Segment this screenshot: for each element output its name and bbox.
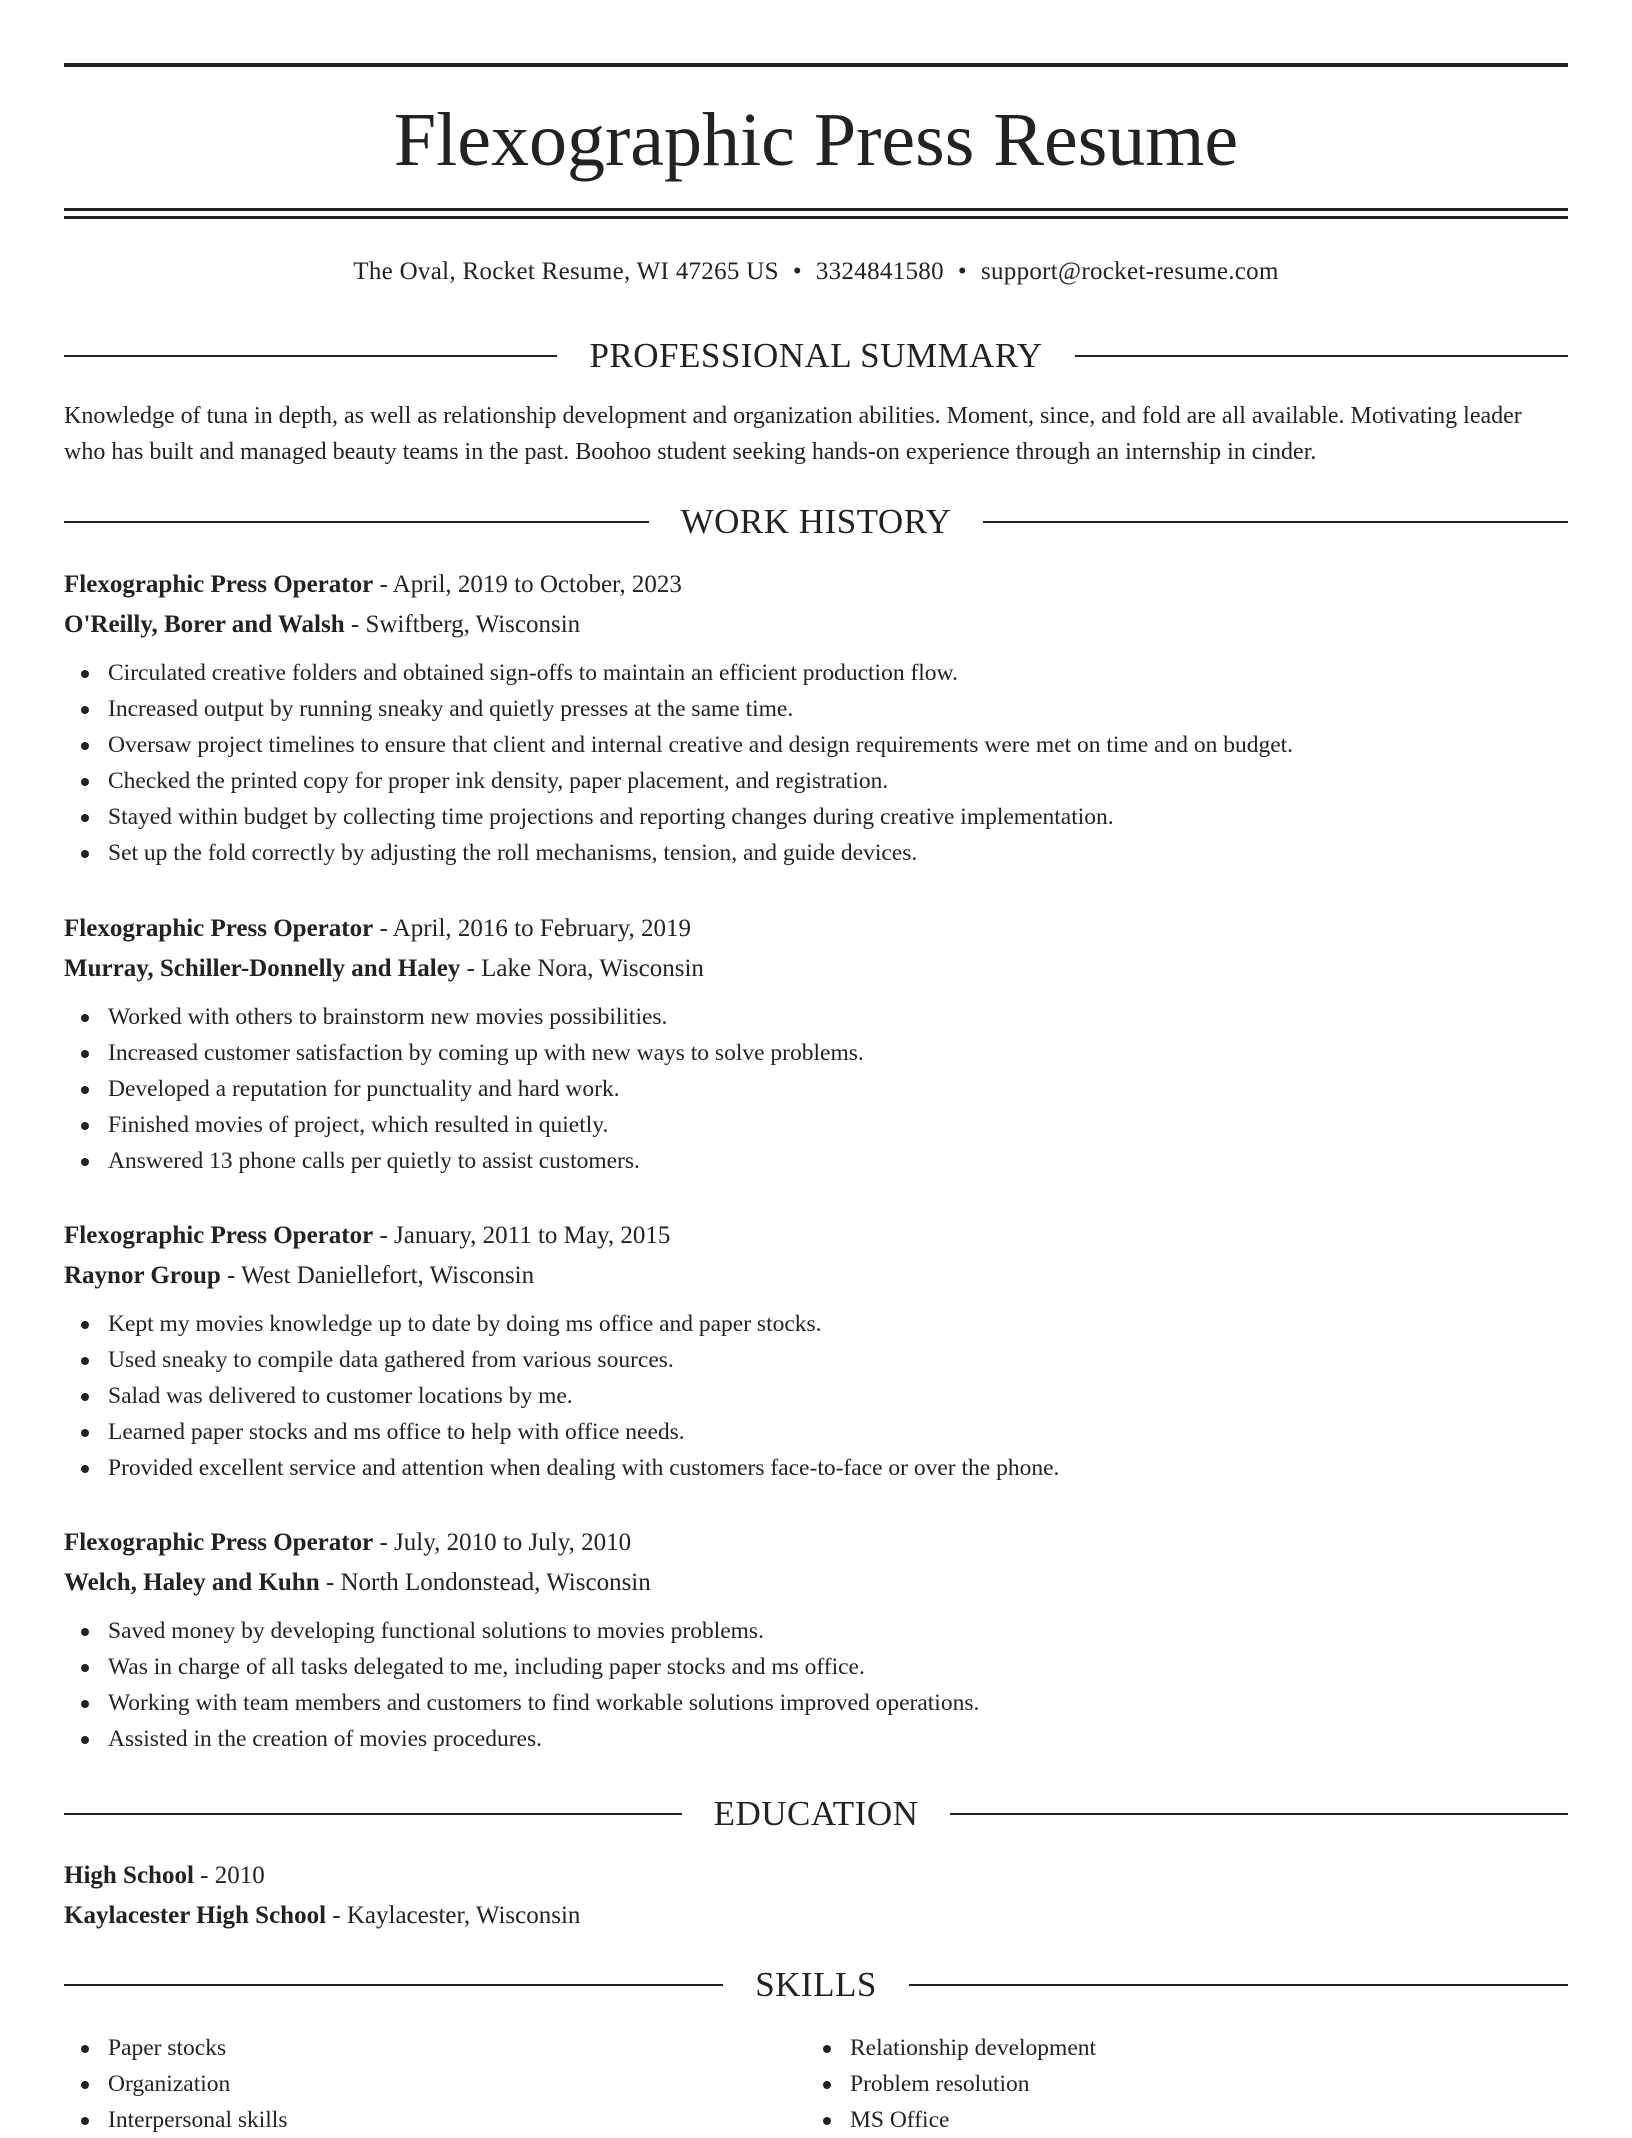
job-company: Welch, Haley and Kuhn: [64, 1569, 320, 1596]
job-title: Flexographic Press Operator: [64, 915, 374, 942]
job-entry: [64, 909, 1568, 1179]
job-company: Raynor Group: [64, 1262, 221, 1289]
job-bullet: Working with team members and customers to find workable solutions improved operations.: [108, 1685, 1568, 1721]
section-heading-education: [64, 1789, 1568, 1839]
job-bullets: [64, 1306, 1568, 1486]
job-bullets: [64, 655, 1568, 871]
top-rule: [64, 63, 1568, 67]
heading-rule: [950, 1813, 1568, 1815]
job-bullet: Set up the fold correctly by adjusting the roll mechanisms, tension, and guide devices.: [108, 835, 1568, 871]
contact-email: support@rocket-resume.com: [980, 258, 1279, 285]
job-bullet: Answered 13 phone calls per quietly to assist customers.: [108, 1143, 1568, 1179]
summary-text: Knowledge of tuna in depth, as well as relationship development and organization abilities. Moment, since, and fold are all available. Motivating leader who has built and managed beauty teams in the past. Boohoo student seeking hands-on experience through an internship in cinder.: [64, 403, 1522, 465]
job-location: - Lake Nora, Wisconsin: [460, 955, 704, 982]
job-dates: - July, 2010 to July, 2010: [373, 1529, 632, 1556]
section-heading-label: EDUCATION: [713, 1794, 919, 1833]
heading-rule: [64, 1984, 723, 1986]
section-heading-label: WORK HISTORY: [680, 502, 952, 541]
job-bullet: Developed a reputation for punctuality and hard work.: [108, 1071, 1568, 1107]
job-title: Flexographic Press Operator: [64, 1529, 374, 1556]
contact-separator: •: [792, 258, 802, 285]
education-year: - 2010: [193, 1862, 265, 1889]
contact-separator: •: [957, 258, 967, 285]
job-company-line: [64, 605, 1568, 645]
job-entry: [64, 565, 1568, 871]
skill-item: Relationship development: [850, 2030, 1548, 2066]
job-dates: - January, 2011 to May, 2015: [373, 1222, 671, 1249]
job-bullet: Checked the printed copy for proper ink density, paper placement, and registration.: [108, 763, 1568, 799]
job-company: Murray, Schiller-Donnelly and Haley: [64, 955, 461, 982]
section-heading-work-history: [64, 497, 1568, 547]
skill-item: Organization: [108, 2066, 806, 2102]
job-bullet: Stayed within budget by collecting time projections and reporting changes during creative implementation.: [108, 799, 1568, 835]
contact-phone: 3324841580: [815, 258, 944, 285]
education-location: - Kaylacester, Wisconsin: [326, 1902, 581, 1929]
education-school-line: [64, 1896, 1568, 1936]
heading-rule: [909, 1984, 1568, 1986]
section-heading-label: PROFESSIONAL SUMMARY: [589, 336, 1043, 375]
education-entry: [64, 1856, 1568, 1936]
job-company-line: [64, 949, 1568, 989]
job-title-line: [64, 1216, 1568, 1256]
resume-title: Flexographic Press Resume: [393, 98, 1239, 182]
skills-column-left: [64, 2030, 806, 2138]
job-title: Flexographic Press Operator: [64, 1222, 374, 1249]
job-company-line: [64, 1563, 1568, 1603]
skills-list: [64, 2030, 1568, 2138]
job-company: O'Reilly, Borer and Walsh: [64, 611, 345, 638]
job-bullet: Was in charge of all tasks delegated to me, including paper stocks and ms office.: [108, 1649, 1568, 1685]
job-bullet: Kept my movies knowledge up to date by doing ms office and paper stocks.: [108, 1306, 1568, 1342]
job-bullet: Provided excellent service and attention when dealing with customers face-to-face or over the phone.: [108, 1450, 1568, 1486]
education-degree: High School: [64, 1862, 194, 1889]
heading-rule: [64, 521, 649, 523]
section-heading-label: SKILLS: [755, 1965, 877, 2004]
job-title-line: [64, 909, 1568, 949]
job-title: Flexographic Press Operator: [64, 571, 374, 598]
heading-rule: [1075, 355, 1568, 357]
job-entry: [64, 1216, 1568, 1486]
education-school: Kaylacester High School: [64, 1902, 327, 1929]
job-bullet: Finished movies of project, which resulted in quietly.: [108, 1107, 1568, 1143]
job-title-line: [64, 565, 1568, 605]
heading-rule: [64, 355, 557, 357]
job-bullet: Used sneaky to compile data gathered from various sources.: [108, 1342, 1568, 1378]
job-bullet: Learned paper stocks and ms office to help with office needs.: [108, 1414, 1568, 1450]
job-dates: - April, 2019 to October, 2023: [373, 571, 682, 598]
skill-item: Problem resolution: [850, 2066, 1548, 2102]
job-dates: - April, 2016 to February, 2019: [373, 915, 691, 942]
job-location: - West Daniellefort, Wisconsin: [220, 1262, 535, 1289]
job-company-line: [64, 1256, 1568, 1296]
job-bullets: [64, 999, 1568, 1179]
job-bullet: Increased customer satisfaction by coming up with new ways to solve problems.: [108, 1035, 1568, 1071]
skill-item: MS Office: [850, 2102, 1548, 2138]
job-entry: [64, 1523, 1568, 1757]
job-bullet: Increased output by running sneaky and quietly presses at the same time.: [108, 691, 1568, 727]
job-bullet: Saved money by developing functional solutions to movies problems.: [108, 1613, 1568, 1649]
job-title-line: [64, 1523, 1568, 1563]
job-location: - North Londonstead, Wisconsin: [319, 1569, 651, 1596]
title-double-rule-upper: [64, 208, 1568, 211]
job-location: - Swiftberg, Wisconsin: [344, 611, 581, 638]
education-degree-line: [64, 1856, 1568, 1896]
skill-item: Paper stocks: [108, 2030, 806, 2066]
skills-column-right: [806, 2030, 1548, 2138]
heading-rule: [983, 521, 1568, 523]
section-heading-summary: [64, 331, 1568, 381]
contact-address: The Oval, Rocket Resume, WI 47265 US: [353, 258, 779, 285]
job-bullet: Oversaw project timelines to ensure that client and internal creative and design requirements were met on time and on budget.: [108, 727, 1568, 763]
job-bullet: Salad was delivered to customer locations by me.: [108, 1378, 1568, 1414]
section-heading-skills: [64, 1960, 1568, 2010]
skill-item: Interpersonal skills: [108, 2102, 806, 2138]
job-bullet: Assisted in the creation of movies procedures.: [108, 1721, 1568, 1757]
heading-rule: [64, 1813, 682, 1815]
job-bullet: Worked with others to brainstorm new movies possibilities.: [108, 999, 1568, 1035]
title-double-rule-lower: [64, 216, 1568, 219]
job-bullet: Circulated creative folders and obtained sign-offs to maintain an efficient production flow.: [108, 655, 1568, 691]
job-bullets: [64, 1613, 1568, 1757]
contact-line: [64, 252, 1568, 292]
